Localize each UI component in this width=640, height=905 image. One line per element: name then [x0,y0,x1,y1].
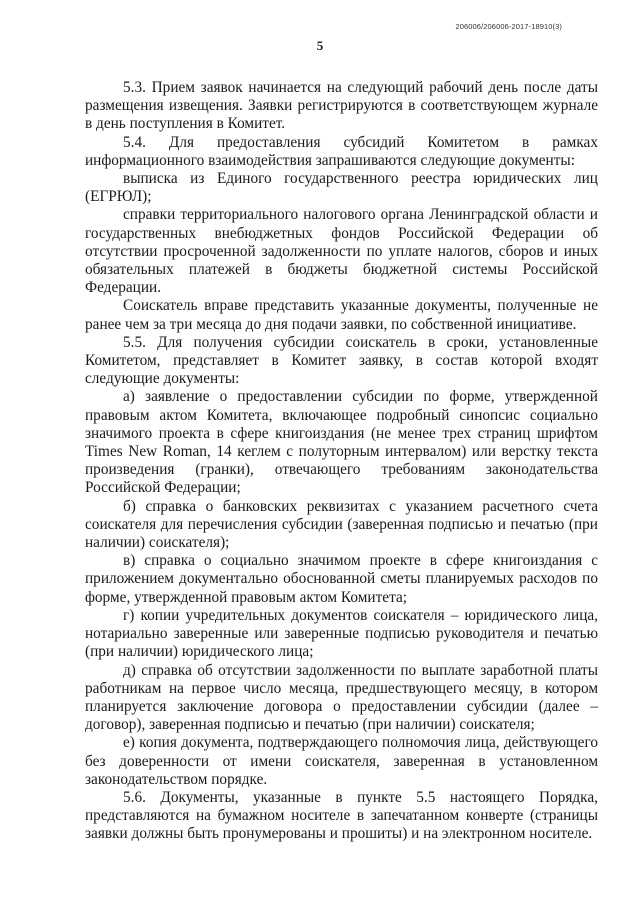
list-item-a: а) заявление о предоставлении субсидии по форме, утвержденной правовым актом Комитета, включающее подробный синопсис социально значимого проекта в сфере книгоиздания (не менее трех страниц шрифтом Times New Roman, 14 кеглем с полуторным интервалом) или верстку текста произведения (гранки), отвечающего требованиям законодательства Российской Федерации; [85,388,598,497]
list-item-d: д) справка об отсутствии задолженности по выплате заработной платы работникам на первое число месяца, предшествующего месяцу, в котором планируется заключение договора о предоставлении субсидии (далее – договор), заверенная подписью и печатью (при наличии) соискателя; [85,661,598,734]
list-item-egrul: выписка из Единого государственного реестра юридических лиц (ЕГРЮЛ); [85,170,598,206]
document-body [85,79,598,844]
paragraph-5-4: 5.4. Для предоставления субсидий Комитетом в рамках информационного взаимодействия запрашиваются следующие документы: [85,133,598,169]
paragraph-applicant-right: Соискатель вправе представить указанные документы, полученные не ранее чем за три месяца до дня подачи заявки, по собственной инициативе. [85,297,598,333]
list-item-g: г) копии учредительных документов соискателя – юридического лица, нотариально заверенные или заверенные подписью руководителя и печатью (при наличии) юридического лица; [85,606,598,661]
paragraph-5-3: 5.3. Прием заявок начинается на следующий рабочий день после даты размещения извещения. Заявки регистрируются в соответствующем журнале в день поступления в Комитет. [85,79,598,133]
page-number: 5 [316,38,324,53]
list-item-b: б) справка о банковских реквизитах с указанием расчетного счета соискателя для перечисления субсидии (заверенная подписью и печатью (при наличии) соискателя); [85,497,598,552]
document-id: 206006/206006-2017-18910(3) [455,22,562,31]
list-item-v: в) справка о социально значимом проекте в сфере книгоиздания с приложением документально обоснованной сметы планируемых расходов по форме, утвержденной правовым актом Комитета; [85,552,598,606]
paragraph-5-6: 5.6. Документы, указанные в пункте 5.5 настоящего Порядка, представляются на бумажном носителе в запечатанном конверте (страницы заявки должны быть пронумерованы и прошиты) и на электронном носителе. [85,788,598,843]
list-item-tax-certificates: справки территориального налогового органа Ленинградской области и государственных внебюджетных фондов Российской Федерации об отсутствии просроченной задолженности по уплате налогов, сборов и иных обязательных платежей в бюджеты бюджетной системы Российской Федерации. [85,206,598,297]
paragraph-5-5: 5.5. Для получения субсидии соискатель в сроки, установленные Комитетом, представляет в Комитет заявку, в состав которой входят следующие документы: [85,333,598,388]
list-item-e: е) копия документа, подтверждающего полномочия лица, действующего без доверенности от имени соискателя, заверенная в установленном законодательством порядке. [85,734,598,788]
